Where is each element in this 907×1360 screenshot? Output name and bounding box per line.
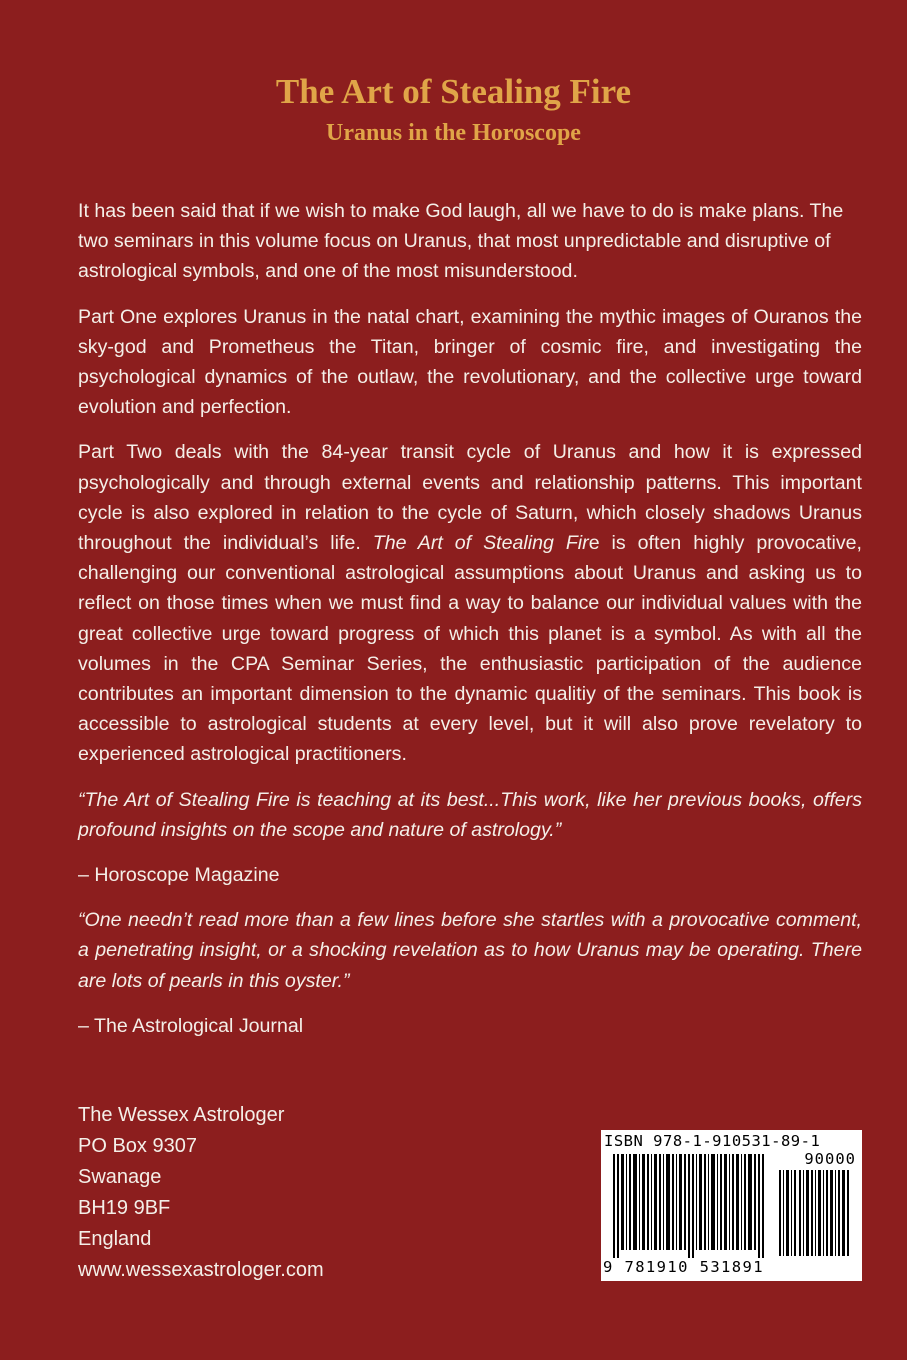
publisher-website: www.wessexastrologer.com — [78, 1259, 324, 1281]
isbn-number: ISBN 978-1-910531-89-1 — [604, 1132, 821, 1150]
isbn-barcode — [601, 1130, 862, 1281]
review-quote-1: “The Art of Stealing Fire is teaching at its best...This work, like her previous books, offers profound insights on the scope and nature of astrology.” — [78, 788, 862, 841]
publisher-name: The Wessex Astrologer — [78, 1104, 285, 1126]
price-addon-code: 90000 — [804, 1150, 856, 1168]
paragraph-3-book-title: The Art of Stealing Fir — [372, 532, 589, 555]
book-subtitle: Uranus in the Horoscope — [326, 120, 581, 146]
blurb — [78, 196, 862, 1056]
barcode-bars — [611, 1154, 856, 1258]
blurb-paragraph-1: It has been said that if we wish to make God laugh, all we have to do is make plans. The two seminars in this volume focus on Uranus, that most unpredictable and disruptive of astrological symbols, and one of the most misunderstood. — [78, 200, 844, 283]
paragraph-3-start: Part Two deals with the 84-year transit cycle of Uranus and how it is expressed psychologically and through external events and relationship patterns. This important cycle is also explored in relation to the cycle of Saturn, which closely shadows Uranus throughout the individual’s life. — [78, 441, 862, 555]
review-source-2: – The Astrological Journal — [78, 1014, 304, 1037]
blurb-paragraph-3 — [78, 437, 862, 769]
publisher-town: Swanage — [78, 1166, 162, 1188]
publisher-address — [78, 1100, 324, 1286]
blurb-paragraph-2: Part One explores Uranus in the natal chart, examining the mythic images of Ouranos the sky-god and Prometheus the Titan, bringer of cosmic fire, and investigating the psychological dynamics of the outlaw, the revolutionary, and the collective urge toward evolution and perfection. — [78, 305, 862, 419]
review-source-1: – Horoscope Magazine — [78, 864, 280, 887]
publisher-postcode: BH19 9BF — [78, 1197, 171, 1219]
publisher-country: England — [78, 1228, 152, 1250]
book-title: The Art of Stealing Fire — [275, 72, 632, 111]
publisher-po-box: PO Box 9307 — [78, 1135, 197, 1157]
review-quote-2: “One needn’t read more than a few lines before she startles with a provocative comment, a penetrating insight, or a shocking revelation as to how Uranus may be operating. There are lots of pearls in this oyster.” — [78, 909, 862, 992]
paragraph-3-end: e is often highly provocative, challenging our conventional astrological assumptions about Uranus and asking us to reflect on those times when we must find a way to balance our individual values with the great collective urge toward progress of which this planet is a symbol. As with all the volumes in the CPA Seminar Series, the enthusiastic participation of the audience contributes an important dimension to the dynamic qualitiy of the seminars. This book is accessible to astrological students at every level, but it will also prove revelatory to experienced astrological practitioners. — [78, 532, 862, 766]
barcode-digits: 9 781910 531891 — [603, 1258, 764, 1276]
